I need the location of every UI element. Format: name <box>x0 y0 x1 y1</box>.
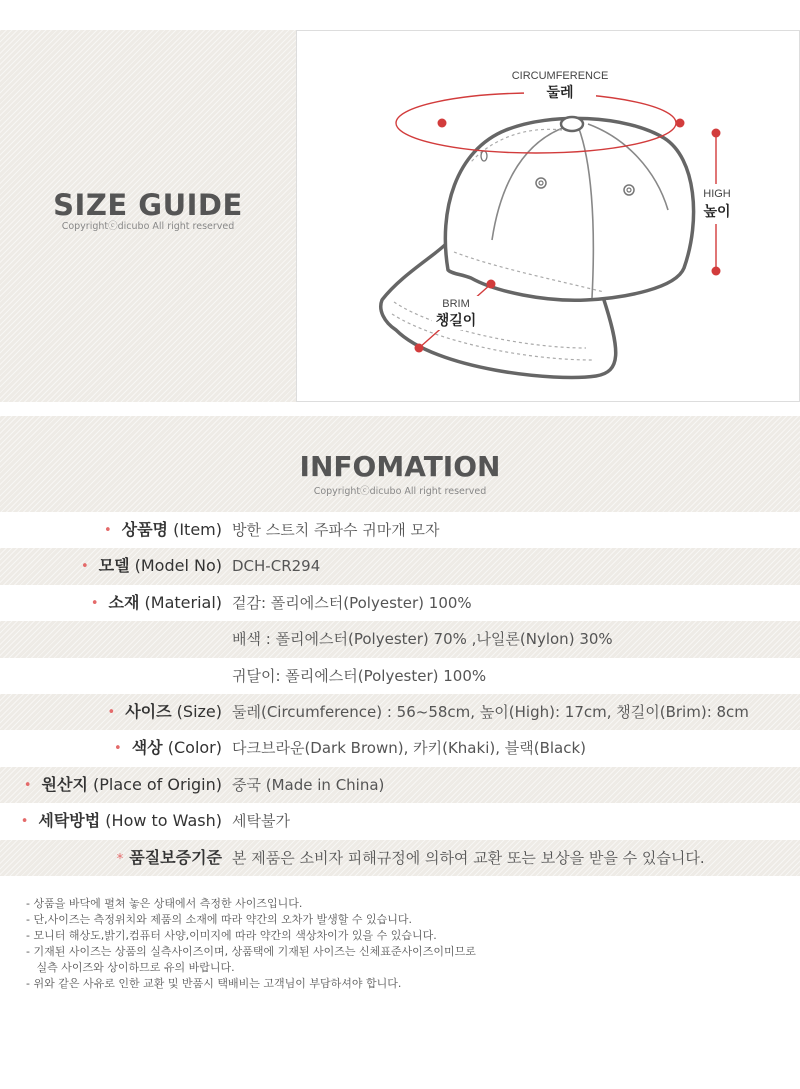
info-row <box>0 512 800 548</box>
info-row-value: 귀달이: 폴리에스터(Polyester) 100% <box>232 666 487 685</box>
info-row-label <box>117 840 222 876</box>
info-row-label-ko: 모델 <box>98 556 130 576</box>
information-title: INFOMATION <box>299 450 501 483</box>
info-row <box>0 658 800 694</box>
info-row-label <box>24 767 222 803</box>
info-row <box>0 767 800 803</box>
info-row-label-ko: 사이즈 <box>125 701 172 721</box>
cap-diagram <box>296 30 800 402</box>
info-row <box>0 548 800 584</box>
info-row-label-ko: 색상 <box>131 738 163 758</box>
info-row-label <box>21 803 222 839</box>
product-info-table <box>0 512 800 876</box>
info-row-value: 방한 스트치 주파수 귀마개 모자 <box>232 521 440 539</box>
cap-crown-shape <box>445 118 693 300</box>
asterisk-icon: * <box>116 851 124 867</box>
size-guide-title: SIZE GUIDE <box>53 188 243 222</box>
bullet-icon: • <box>107 704 116 720</box>
brim-marker-bottom <box>415 344 424 353</box>
circumference-marker-right <box>676 119 685 128</box>
info-row <box>0 803 800 839</box>
info-row-label-en: (Size) <box>176 701 222 721</box>
size-guide-panel <box>0 30 296 402</box>
notice-item: - 위와 같은 사유로 인한 교환 및 반품시 택배비는 고객님이 부담하셔야 합니다. <box>26 977 402 990</box>
info-row-value: 중국 (Made in China) <box>232 775 385 794</box>
info-row-label-en: (Item) <box>173 520 222 539</box>
notice-item: - 기재된 사이즈는 상품의 실측사이즈이며, 상품택에 기재된 사이즈는 신체표준사이즈이미므로 <box>26 945 476 958</box>
info-row-value: 다크브라운(Dark Brown), 카키(Khaki), 블랙(Black) <box>232 739 587 758</box>
bullet-icon: • <box>90 595 99 611</box>
height-label-ko: 높이 <box>703 204 731 220</box>
info-row-label-ko: 소재 <box>108 592 140 612</box>
info-row <box>0 694 800 730</box>
bullet-icon: • <box>103 523 112 538</box>
bullet-icon: • <box>114 741 122 757</box>
info-row-value: 배색 : 폴리에스터(Polyester) 70% ,나일론(Nylon) 30% <box>232 630 613 649</box>
notice-item: - 단,사이즈는 측정위치와 제품의 소재에 따라 약간의 오차가 발생할 수 있습니다. <box>26 913 412 926</box>
height-marker-top <box>712 129 721 138</box>
info-row-label <box>104 512 222 548</box>
info-row-label-ko: 품질보증기준 <box>129 847 222 867</box>
info-row-label-en: (Place of Origin) <box>93 774 222 794</box>
information-header <box>0 416 800 512</box>
notice-item: - 모니터 해상도,밝기,컴퓨터 사양,이미지에 따라 약간의 색상차이가 있을 수 있습니다. <box>26 929 437 942</box>
notice-list <box>26 896 786 992</box>
circumference-label-en: CIRCUMFERENCE <box>511 70 609 82</box>
height-marker-bottom <box>712 267 721 276</box>
size-guide-copyright: Copyrightⓒdicubo All right reserved <box>61 221 235 232</box>
info-row-label-ko: 원산지 <box>41 774 88 794</box>
brim-label-ko: 챙길이 <box>435 313 477 329</box>
info-row-value: DCH-CR294 <box>232 557 321 576</box>
circumference-marker-left <box>438 119 447 128</box>
info-row <box>0 621 800 657</box>
brim-label-en: BRIM <box>442 298 470 310</box>
bullet-icon: • <box>80 559 89 575</box>
bullet-icon: • <box>20 814 29 830</box>
info-row-value: 본 제품은 소비자 피해규정에 의하여 교환 또는 보상을 받을 수 있습니다. <box>232 848 705 867</box>
info-row <box>0 840 800 876</box>
info-row-label-en: (Material) <box>144 592 222 612</box>
info-row-value: 세탁불가 <box>232 812 290 831</box>
info-row-label <box>81 548 222 584</box>
brim-marker-top <box>487 280 496 289</box>
notice-item: - 상품을 바닥에 펼쳐 놓은 상태에서 측정한 사이즈입니다. <box>26 897 303 910</box>
info-row-label <box>114 730 222 766</box>
height-label-en: HIGH <box>703 188 731 200</box>
info-row-label-en: (How to Wash) <box>105 811 222 831</box>
info-row <box>0 730 800 766</box>
cap-top-button <box>561 117 583 131</box>
info-row <box>0 585 800 621</box>
info-row-label-en: (Color) <box>167 738 222 758</box>
info-row-value: 겉감: 폴리에스터(Polyester) 100% <box>232 593 472 612</box>
information-copyright: Copyrightⓒdicubo All right reserved <box>313 486 487 497</box>
info-row-label-ko: 세탁방법 <box>38 811 101 831</box>
info-row-label-ko: 상품명 <box>121 520 168 539</box>
info-row-label-en: (Model No) <box>134 556 222 576</box>
info-row-label <box>108 694 222 730</box>
circumference-label-ko: 둘레 <box>546 85 574 101</box>
info-row-value: 둘레(Circumference) : 56~58cm, 높이(High): 17cm, 챙길이(Brim): 8cm <box>232 702 749 721</box>
notice-item: 실측 사이즈와 상이하므로 유의 바랍니다. <box>26 961 235 974</box>
bullet-icon: • <box>23 777 32 793</box>
info-row-label <box>91 585 222 621</box>
